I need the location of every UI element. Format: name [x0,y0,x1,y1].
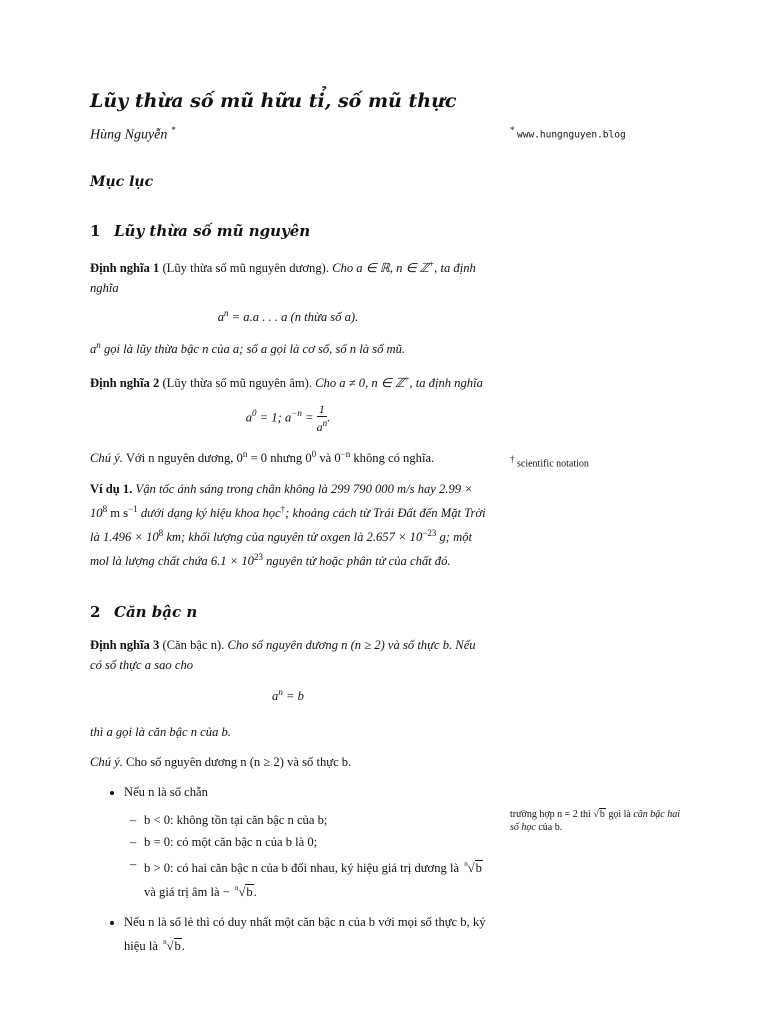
even-subcases-list [124,810,486,902]
section-1-heading [90,222,486,240]
list-item-even: • Nếu n là số chẵn – b < 0: không tồn tại căn bậc n của b; – b = 0: có một căn bậc n của b là 0; – b > 0: có hai căn bậc n của b đối nhau, ký hiệu giá trị dương là $^n$√b và giá trị âm là − $^n$√b. [124,782,486,902]
nth-root: $^n$√b [163,938,181,954]
author-footnote-mark: * [170,125,176,135]
fraction: $\frac{1}{a^n}$ [316,402,328,435]
page-title: Lũy thừa số mũ hữu tỉ, số mũ thực [90,90,457,112]
note-1: Chú ý. Với n nguyên dương, $0^n = 0$ nhưng $0^0$ và $0^{-n}$ không có nghĩa. [90,449,435,466]
section-number: 1 [90,221,101,240]
definition-name: (Lũy thừa số mũ nguyên dương). [162,260,329,275]
definition-name: (Căn bậc n). [162,638,225,653]
section-number: 2 [90,603,101,622]
definition-label: Định nghĩa 1 [90,260,160,275]
equation-root: $a^n = b$ [272,687,304,704]
sidenote-square-root: trường hợp n = 2 thì √b gọi là căn bậc hai số học của b. [510,809,680,833]
section-title: Lũy thừa số mũ nguyên [114,221,311,240]
definition-3: Định nghĩa 3 (Căn bậc n). Cho số nguyên dương n (n ≥ 2) và số thực b. Nếu có số thực a sao cho [90,638,476,673]
section-2-heading [90,603,486,621]
sidenote-scientific-notation: † scientific notation [510,454,589,470]
root-cases-list [90,782,486,956]
note-label: Chú ý. [90,755,123,770]
author-footnote: * www.hungnguyen.blog [510,125,626,141]
note-2: Chú ý. Cho số nguyên dương n (n ≥ 2) và số thực b. [90,755,352,770]
definition-name: (Lũy thừa số mũ nguyên âm). [162,376,312,391]
footnote-url[interactable]: www.hungnguyen.blog [517,129,626,141]
definition-label: Định nghĩa 3 [90,638,160,653]
equation-power: $a^n = a.a$ . . . a (n thừa số a). [217,307,359,325]
note-label: Chú ý. [90,451,123,466]
nth-root: $^n$√b [464,860,482,876]
nth-root: $^n$√b [234,884,253,900]
author-line [90,120,486,146]
example-1: Ví dụ 1. Vận tốc ánh sáng trong chân không là 299 790 000 m/s hay $2.99 \times 10^8$ m $s^{-1}$ dưới dạng ký hiệu khoa học†; khoảng cách từ Trái Đất đến Mặt Trời là $1.496 \times 10^8$ km; khối lượng của nguyên tử oxgen là $2.657 \times 10^{-23}$ g; một mol là lượng chất chứa $6.1 \times 10^{23}$ nguyên tử hoặc phân tử của chất đó. [90,481,486,569]
definition-2: Định nghĩa 2 (Lũy thừa số mũ nguyên âm). Cho a ≠ 0, n ∈ ℤ+, ta định nghĩa [90,374,483,391]
definition-label: Định nghĩa 2 [90,376,160,391]
article-body [90,90,486,966]
definition-1-remark: $a^n$ gọi là lũy thừa bậc n của a; số a gọi là cơ số, số n là số mũ. [90,340,406,357]
section-title: Căn bậc n [114,603,198,622]
equation-negative-power: $a^0 = 1$; $a^{-n}$ = $\frac{1}{a^n}$ . [245,402,331,435]
list-item-odd: • Nếu n là số lẻ thì có duy nhất một căn bậc n của b với mọi số thực b, ký hiệu là $^n$√b. [124,912,486,956]
list-item: – b < 0: không tồn tại căn bậc n của b; [130,810,486,830]
definition-3-remark: thì a gọi là căn bậc n của b. [90,725,231,740]
list-item: – b = 0: có một căn bậc n của b là 0; [130,832,486,852]
example-label: Ví dụ 1. [90,481,133,496]
definition-1: Định nghĩa 1 (Lũy thừa số mũ nguyên dương). Cho a ∈ ℝ, n ∈ ℤ+, ta định nghĩa [90,258,476,295]
table-of-contents-heading: Mục lục [90,173,154,190]
author-name: Hùng Nguyễn [90,127,168,143]
list-item: – b > 0: có hai căn bậc n của b đối nhau, ký hiệu giá trị dương là $^n$√b và giá trị âm là − $^n$√b. [130,854,486,902]
